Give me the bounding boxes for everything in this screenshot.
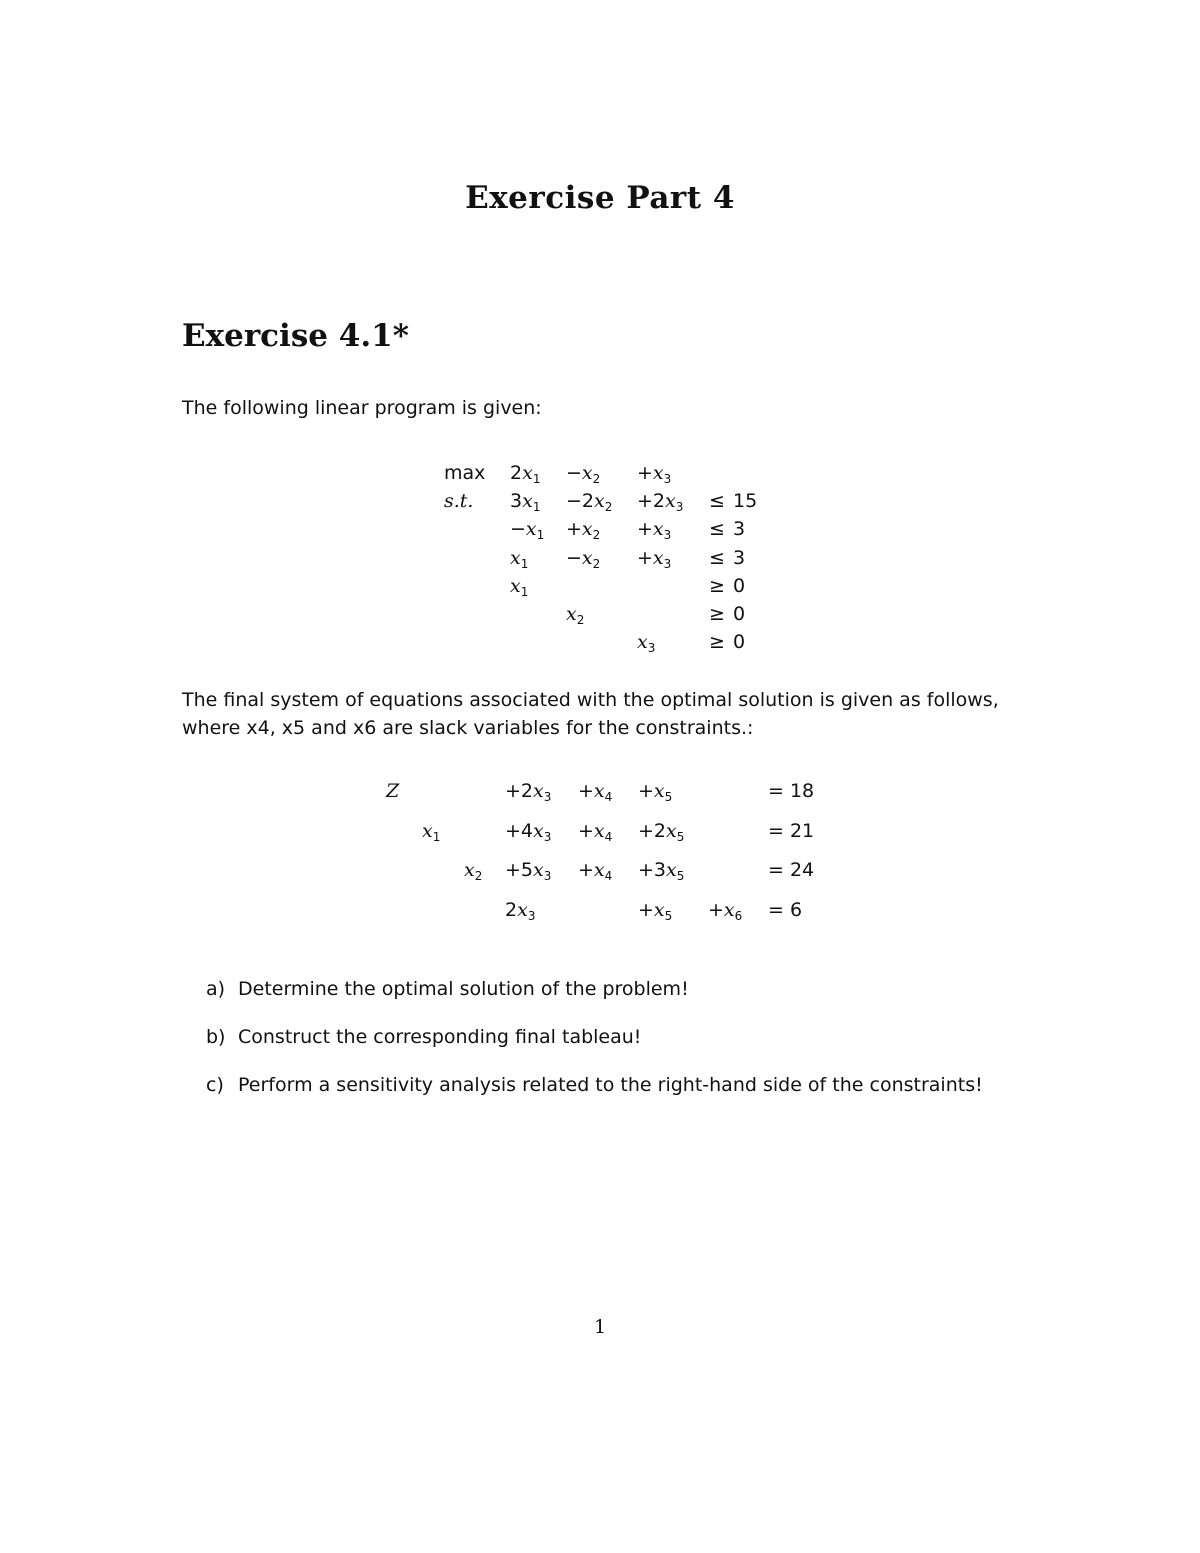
lp-cell: $+x_3$	[637, 462, 672, 486]
task-item	[206, 1026, 641, 1048]
lp-cell: $3x_1$	[510, 490, 541, 515]
lp-cell: ≥	[709, 603, 725, 625]
task-text: Perform a sensitivity analysis related to the right-hand side of the constraints!	[238, 1074, 983, 1096]
system-cell: $+2x_5$	[638, 819, 685, 844]
lp-cell: $x_1$	[510, 546, 529, 571]
lp-cell: $x_3$	[637, 631, 656, 656]
lp-cell: 3	[733, 518, 746, 541]
task-label: b)	[206, 1026, 226, 1048]
lp-cell: $-x_2$	[566, 546, 601, 571]
page-title: Exercise Part 4	[465, 180, 735, 216]
page-number: 1	[593, 1316, 607, 1338]
system-cell: = 18	[768, 780, 815, 802]
system-cell: $+x_4$	[578, 859, 613, 883]
lp-cell: max	[444, 462, 486, 484]
system-cell: $+x_5$	[638, 898, 673, 923]
lp-cell: 0	[733, 603, 746, 625]
system-cell: $+x_6$	[708, 898, 743, 923]
lp-cell: ≥	[709, 574, 725, 597]
system-cell: $+5x_3$	[505, 859, 552, 883]
lp-cell: $2x_1$	[510, 462, 541, 486]
lp-cell: ≤	[709, 546, 725, 569]
lp-cell: $-x_1$	[510, 518, 545, 543]
system-cell: $x_1$	[422, 819, 441, 844]
lp-cell: $+x_3$	[637, 546, 672, 571]
system-cell: Z	[386, 780, 400, 802]
system-cell: = 6	[768, 898, 803, 921]
intro-text: The following linear program is given:	[182, 397, 542, 419]
lp-cell: 0	[733, 574, 746, 597]
system-cell: $+3x_5$	[638, 859, 685, 883]
system-cell: $2x_3$	[505, 898, 536, 923]
lp-cell: $+x_3$	[637, 518, 672, 543]
lp-cell: $-x_2$	[566, 462, 601, 486]
lp-cell: $x_2$	[566, 603, 585, 627]
lp-cell: $-2x_2$	[566, 490, 613, 515]
system-cell: $x_2$	[464, 859, 483, 883]
lp-cell: $x_1$	[510, 574, 529, 599]
lp-cell: 0	[733, 631, 746, 654]
task-label: a)	[206, 978, 226, 1000]
lp-cell: $+2x_3$	[637, 490, 684, 515]
system-cell: $+4x_3$	[505, 819, 552, 844]
system-cell: $+x_4$	[578, 780, 613, 804]
task-item	[206, 978, 689, 1000]
task-item	[206, 1074, 983, 1096]
exercise-heading: Exercise 4.1*	[182, 318, 409, 354]
system-cell: $+x_5$	[638, 780, 673, 804]
final-system-text-line1: The final system of equations associated with the optimal solution is given as follows,	[182, 689, 999, 711]
system-cell: = 24	[768, 859, 815, 881]
lp-cell: ≤	[709, 518, 725, 541]
lp-cell: ≤	[709, 490, 725, 513]
system-cell: $+2x_3$	[505, 780, 552, 804]
task-text: Construct the corresponding final tableau!	[238, 1026, 642, 1048]
lp-cell: s.t.	[444, 490, 474, 513]
lp-cell: 15	[733, 490, 758, 513]
lp-cell: ≥	[709, 631, 725, 654]
task-label: c)	[206, 1074, 224, 1096]
final-system-text-line2: where x4, x5 and x6 are slack variables for the constraints.:	[182, 717, 754, 739]
lp-cell: 3	[733, 546, 746, 569]
system-cell: = 21	[768, 819, 815, 842]
system-cell: $+x_4$	[578, 819, 613, 844]
task-text: Determine the optimal solution of the problem!	[238, 978, 689, 1000]
lp-cell: $+x_2$	[566, 518, 601, 543]
